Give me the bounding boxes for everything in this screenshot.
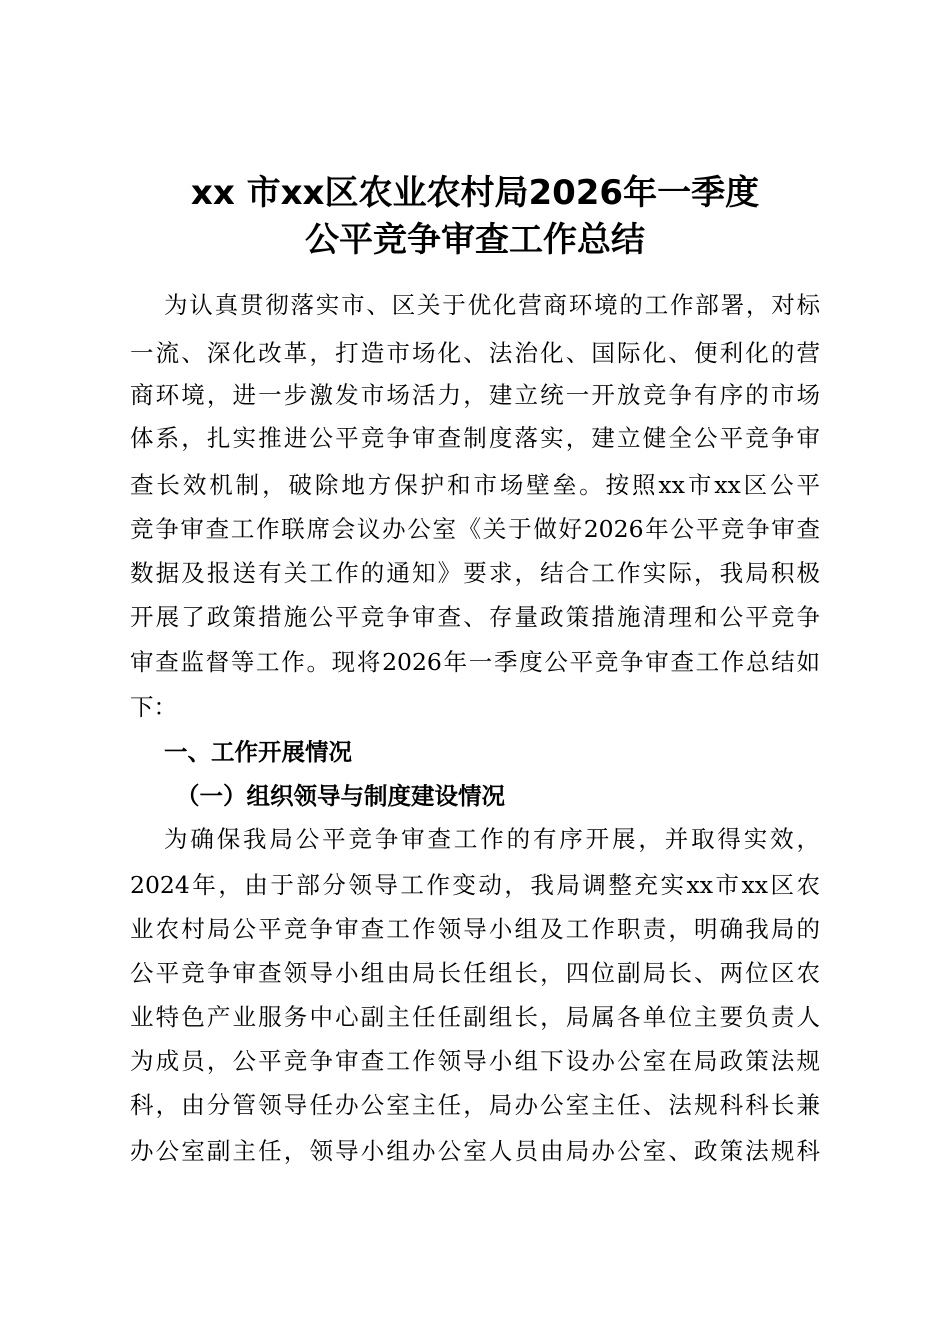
- body-line: 科，由分管领导任办公室主任，局办公室主任、法规科科长兼: [130, 1091, 820, 1119]
- intro-line: 查长效机制，破除地方保护和市场壁垒。按照xx市xx区公平: [130, 471, 820, 499]
- body-line: 为确保我局公平竞争审查工作的有序开展，并取得实效，: [164, 825, 820, 853]
- intro-line: 竞争审查工作联席会议办公室《关于做好2026年公平竞争审查: [130, 515, 820, 543]
- document-title-line-1: xx 市xx区农业农村局2026年一季度: [190, 173, 760, 213]
- intro-line: 审查监督等工作。现将2026年一季度公平竞争审查工作总结如: [130, 648, 820, 676]
- body-line: 为成员，公平竞争审查工作领导小组下设办公室在局政策法规: [130, 1047, 820, 1075]
- body-line: 2024年，由于部分领导工作变动，我局调整充实xx市xx区农: [130, 871, 820, 899]
- intro-line: 开展了政策措施公平竞争审查、存量政策措施清理和公平竞争: [130, 603, 820, 631]
- intro-line: 体系，扎实推进公平竞争审查制度落实，建立健全公平竞争审: [130, 424, 820, 452]
- body-line: 业农村局公平竞争审查工作领导小组及工作职责，明确我局的: [130, 915, 820, 943]
- intro-line: 下：: [130, 693, 177, 721]
- section-heading: 一、工作开展情况: [164, 738, 352, 766]
- body-line: 公平竞争审查领导小组由局长任组长，四位副局长、两位区农: [130, 959, 820, 987]
- body-line: 业特色产业服务中心副主任任副组长，局属各单位主要负责人: [130, 1003, 820, 1031]
- intro-line: 商环境，进一步激发市场活力，建立统一开放竞争有序的市场: [130, 381, 820, 409]
- body-line: 办公室副主任，领导小组办公室人员由局办公室、政策法规科: [130, 1137, 820, 1165]
- subsection-heading: （一）组织领导与制度建设情况: [176, 782, 505, 810]
- document-title-line-2: 公平竞争审查工作总结: [305, 220, 645, 260]
- intro-line: 数据及报送有关工作的通知》要求，结合工作实际，我局积极: [130, 559, 820, 587]
- intro-line: 为认真贯彻落实市、区关于优化营商环境的工作部署，对标: [164, 291, 820, 319]
- intro-line: 一流、深化改革，打造市场化、法治化、国际化、便利化的营: [130, 339, 820, 367]
